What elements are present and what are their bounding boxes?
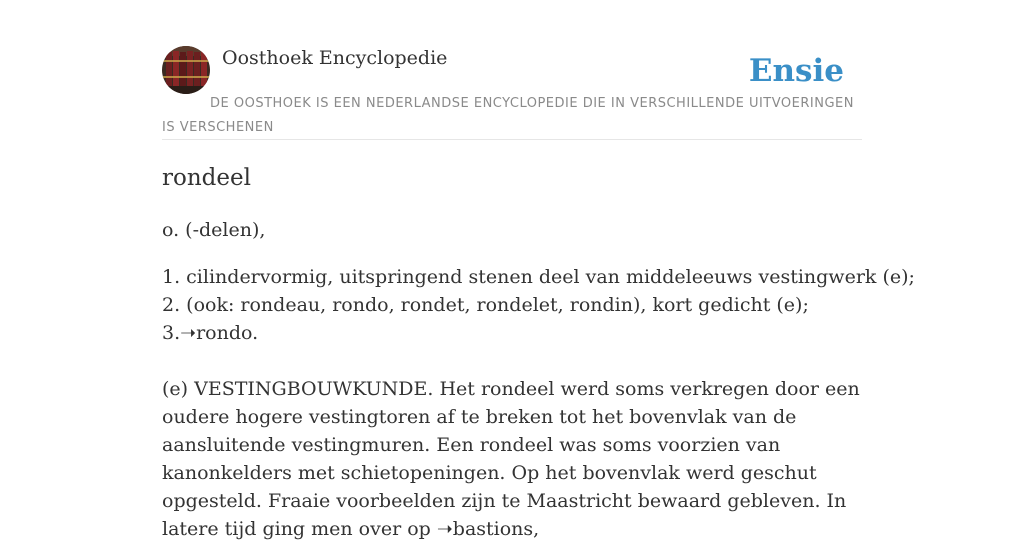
definition-2: 2. (ook: rondeau, rondo, rondet, rondelet, rondin), kort gedicht (e); [162,294,809,316]
entry-grammar: o. (-delen), [162,219,266,241]
rondo-link[interactable]: rondo. [196,322,259,344]
ensie-brand-link[interactable]: Ensie [748,53,844,89]
site-tagline: DE OOSTHOEK IS EEN NEDERLANDSE ENCYCLOPEDIE DIE IN VERSCHILLENDE UITVOERINGEN IS VERSCHENEN [162,96,854,135]
entry-body [162,375,862,543]
header-divider [162,139,862,140]
definition-3 [162,319,862,347]
bookshelf-avatar-icon[interactable] [162,46,210,94]
definition-3-number: 3. [162,322,181,344]
entry-content [162,162,915,543]
arrow-link-icon: ➝ [180,322,197,344]
site-title-link[interactable]: Oosthoek Encyclopedie [222,47,448,69]
arrow-link-icon: ➝ [436,518,453,540]
bookshelf-avatar-icon-graphic [162,46,210,94]
entry-body-text: (e) VESTINGBOUWKUNDE. Het rondeel werd soms verkregen door een oudere hogere vestingtoren af te breken tot het bovenvlak van de aansluitende vestingmuren. Een rondeel was soms voorzien van kanonkelders met schietopeningen. Op het bovenvlak werd geschut opgesteld. Fraaie voorbeelden zijn te Maastricht bewaard gebleven. In latere tijd ging men over op [162,378,860,540]
definition-list [162,263,915,347]
entry-title: rondeel [162,165,251,191]
bastions-link[interactable]: bastions, [452,518,540,540]
definition-1: 1. cilindervormig, uitspringend stenen deel van middeleeuws vestingwerk (e); [162,266,915,288]
